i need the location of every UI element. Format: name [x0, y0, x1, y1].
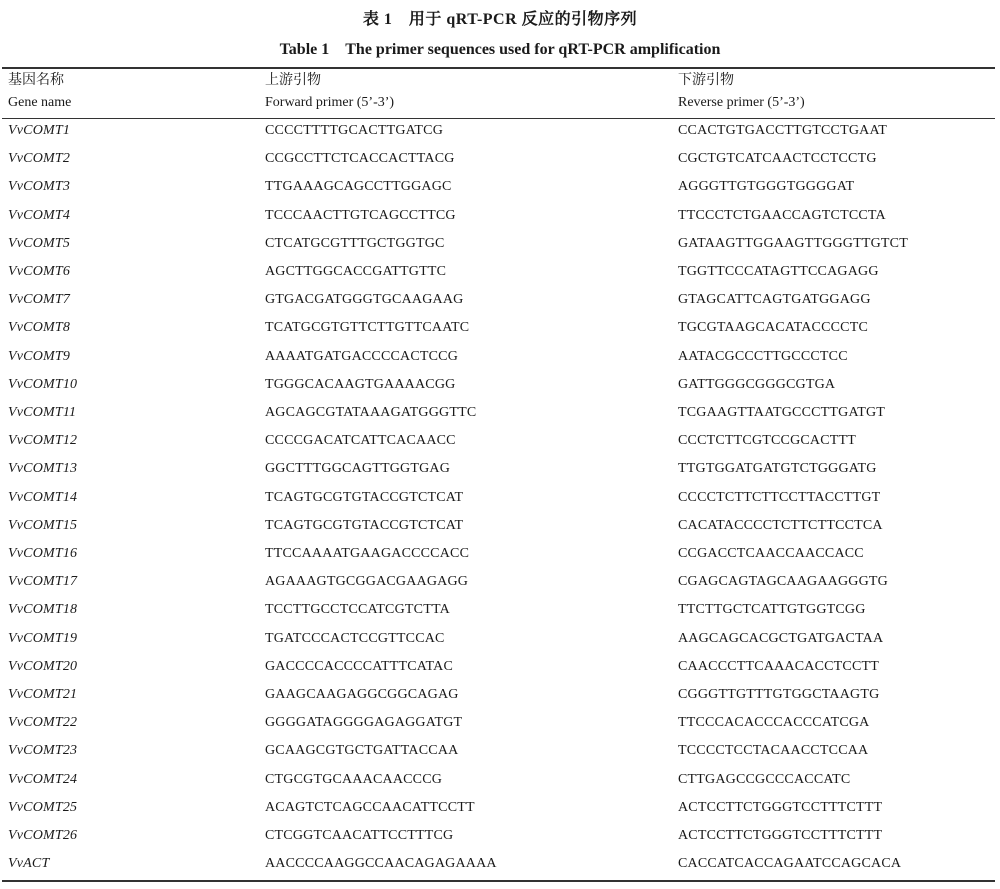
- gene-name-cell: VvCOMT25: [8, 799, 78, 815]
- reverse-primer-cell: CGCTGTCATCAACTCCTCCTG: [678, 151, 877, 167]
- table-row: [0, 315, 1000, 343]
- table-row: [0, 513, 1000, 541]
- header-reverse-primer-cn: 下游引物: [678, 73, 734, 88]
- reverse-primer-cell: GTAGCATTCAGTGATGGAGG: [678, 292, 871, 308]
- gene-name-cell: VvCOMT26: [8, 828, 78, 843]
- forward-primer-cell: TCCTTGCCTCCATCGTCTTA: [265, 602, 450, 618]
- table-row: [0, 597, 1000, 625]
- table-row: [0, 174, 1000, 202]
- reverse-primer-cell: CCCCTCTTCTTCCTTACCTTGT: [678, 489, 881, 505]
- gene-name-cell: VvCOMT18: [8, 602, 78, 618]
- header-gene-name: [8, 70, 71, 114]
- forward-primer-cell: TGGGCACAAGTGAAAACGG: [265, 376, 456, 392]
- table-row: [0, 710, 1000, 738]
- gene-name-cell: VvCOMT17: [8, 574, 78, 590]
- gene-name-cell: VvCOMT4: [8, 207, 71, 223]
- reverse-primer-cell: TCCCCTCCTACAACCTCCAA: [678, 743, 869, 759]
- forward-primer-cell: TCATGCGTGTTCTTGTTCAATC: [265, 320, 470, 336]
- forward-primer-cell: GACCCCACCCCATTTCATAC: [265, 658, 454, 674]
- gene-name-cell: VvCOMT24: [8, 771, 78, 787]
- reverse-primer-cell: TTCTTGCTCATTGTGGTCGG: [678, 602, 866, 618]
- forward-primer-cell: CTCATGCGTTTGCTGGTGC: [265, 235, 445, 251]
- header-reverse-primer-en: Reverse primer (5’-3’): [678, 95, 805, 110]
- gene-name-cell: VvCOMT6: [8, 264, 71, 279]
- reverse-primer-cell: ACTCCTTCTGGGTCCTTTCTTT: [678, 828, 883, 843]
- header-forward-primer: [265, 70, 394, 114]
- table-row: [0, 231, 1000, 259]
- gene-name-cell: VvCOMT11: [8, 405, 77, 420]
- gene-name-cell: VvCOMT15: [8, 517, 78, 533]
- header-forward-primer-en: Forward primer (5’-3’): [265, 95, 395, 110]
- reverse-primer-cell: CCGACCTCAACCAACCACC: [678, 546, 864, 561]
- table-row: [0, 287, 1000, 315]
- reverse-primer-cell: AATACGCCCTTGCCCTCC: [678, 348, 848, 364]
- header-gene-name-cn: 基因名称: [8, 73, 64, 88]
- reverse-primer-cell: TTCCCACACCCACCCATCGA: [678, 715, 870, 731]
- gene-name-cell: VvCOMT13: [8, 461, 78, 477]
- forward-primer-cell: GTGACGATGGGTGCAAGAAG: [265, 292, 464, 308]
- table-row: [0, 400, 1000, 428]
- table-row: [0, 654, 1000, 682]
- table-row: [0, 795, 1000, 823]
- reverse-primer-cell: TTCCCTCTGAACCAGTCTCCTA: [678, 207, 886, 223]
- table-row: [0, 259, 1000, 287]
- gene-name-cell: VvCOMT16: [8, 546, 78, 561]
- reverse-primer-cell: CCACTGTGACCTTGTCCTGAAT: [678, 123, 887, 138]
- table-row: [0, 372, 1000, 400]
- table-row: [0, 203, 1000, 231]
- table-row: [0, 456, 1000, 484]
- gene-name-cell: VvCOMT8: [8, 320, 71, 336]
- reverse-primer-cell: CGAGCAGTAGCAAGAAGGGTG: [678, 574, 888, 590]
- gene-name-cell: VvCOMT2: [8, 151, 71, 167]
- forward-primer-cell: GAAGCAAGAGGCGGCAGAG: [265, 687, 459, 702]
- table-row: [0, 738, 1000, 766]
- header-reverse-primer: [678, 70, 805, 114]
- gene-name-cell: VvCOMT21: [8, 687, 78, 702]
- gene-name-cell: VvCOMT9: [8, 348, 71, 364]
- forward-primer-cell: AGCTTGGCACCGATTGTTC: [265, 264, 447, 279]
- table-row: [0, 428, 1000, 456]
- reverse-primer-cell: CTTGAGCCGCCCACCATC: [678, 771, 851, 787]
- forward-primer-cell: TCAGTGCGTGTACCGTCTCAT: [265, 517, 464, 533]
- reverse-primer-cell: TGGTTCCCATAGTTCCAGAGG: [678, 264, 879, 279]
- header-gene-name-en: Gene name: [8, 95, 72, 110]
- forward-primer-cell: TGATCCCACTCCGTTCCAC: [265, 630, 445, 646]
- table-bottom-rule: [2, 880, 995, 882]
- reverse-primer-cell: ACTCCTTCTGGGTCCTTTCTTT: [678, 799, 883, 815]
- reverse-primer-cell: AAGCAGCACGCTGATGACTAA: [678, 630, 884, 646]
- gene-name-cell: VvCOMT22: [8, 715, 78, 731]
- gene-name-cell: VvCOMT5: [8, 235, 71, 251]
- table-row: [0, 344, 1000, 372]
- gene-name-cell: VvCOMT10: [8, 376, 78, 392]
- gene-name-cell: VvCOMT7: [8, 292, 71, 308]
- table-row: [0, 851, 1000, 879]
- forward-primer-cell: CTCGGTCAACATTCCTTTCG: [265, 828, 454, 843]
- forward-primer-cell: GGGGATAGGGGAGAGGATGT: [265, 715, 463, 731]
- table-row: [0, 682, 1000, 710]
- reverse-primer-cell: GATAAGTTGGAAGTTGGGTTGTCT: [678, 235, 908, 251]
- reverse-primer-cell: TGCGTAAGCACATACCCCTC: [678, 320, 868, 336]
- table-top-rule: [2, 67, 995, 69]
- table-row: [0, 485, 1000, 513]
- gene-name-cell: VvCOMT23: [8, 743, 78, 759]
- table-row: [0, 767, 1000, 795]
- forward-primer-cell: GGCTTTGGCAGTTGGTGAG: [265, 461, 451, 477]
- reverse-primer-cell: GATTGGGCGGGCGTGA: [678, 376, 836, 392]
- table-title-chinese: 表 1 用于 qRT-PCR 反应的引物序列: [362, 11, 638, 28]
- gene-name-cell: VvCOMT19: [8, 630, 78, 646]
- reverse-primer-cell: CAACCCTTCAAACACCTCCTT: [678, 658, 879, 674]
- reverse-primer-cell: CGGGTTGTTTGTGGCTAAGTG: [678, 687, 880, 702]
- reverse-primer-cell: AGGGTTGTGGGTGGGGAT: [678, 179, 855, 195]
- gene-name-cell: VvCOMT12: [8, 433, 78, 449]
- forward-primer-cell: AACCCCAAGGCCAACAGAGAAAA: [265, 856, 497, 872]
- reverse-primer-cell: CACATACCCCTCTTCTTCCTCA: [678, 517, 883, 533]
- forward-primer-cell: AGAAAGTGCGGACGAAGAGG: [265, 574, 469, 590]
- table-row: [0, 569, 1000, 597]
- forward-primer-cell: AAAATGATGACCCCACTCCG: [265, 348, 459, 364]
- reverse-primer-cell: TCGAAGTTAATGCCCTTGATGT: [678, 405, 886, 420]
- forward-primer-cell: AGCAGCGTATAAAGATGGGTTC: [265, 405, 477, 420]
- forward-primer-cell: TTGAAAGCAGCCTTGGAGC: [265, 179, 452, 195]
- gene-name-cell: VvCOMT3: [8, 179, 71, 195]
- forward-primer-cell: CCCCTTTTGCACTTGATCG: [265, 123, 444, 138]
- forward-primer-cell: TCAGTGCGTGTACCGTCTCAT: [265, 489, 464, 505]
- forward-primer-cell: TTCCAAAATGAAGACCCCACC: [265, 546, 470, 561]
- header-forward-primer-cn: 上游引物: [265, 73, 321, 88]
- table-title-english: Table 1 The primer sequences used for qRT-PCR amplification: [279, 41, 721, 58]
- forward-primer-cell: CCCCGACATCATTCACAACC: [265, 433, 456, 449]
- table-row: [0, 118, 1000, 146]
- forward-primer-cell: CCGCCTTCTCACCACTTACG: [265, 151, 455, 167]
- forward-primer-cell: TCCCAACTTGTCAGCCTTCG: [265, 207, 456, 223]
- gene-name-cell: VvCOMT14: [8, 489, 78, 505]
- forward-primer-cell: GCAAGCGTGCTGATTACCAA: [265, 743, 459, 759]
- gene-name-cell: VvACT: [8, 856, 50, 872]
- gene-name-cell: VvCOMT1: [8, 123, 71, 138]
- table-row: [0, 146, 1000, 174]
- forward-primer-cell: ACAGTCTCAGCCAACATTCCTT: [265, 799, 475, 815]
- reverse-primer-cell: CCCTCTTCGTCCGCACTTT: [678, 433, 857, 449]
- forward-primer-cell: CTGCGTGCAAACAACCCG: [265, 771, 443, 787]
- table-row: [0, 626, 1000, 654]
- reverse-primer-cell: CACCATCACCAGAATCCAGCACA: [678, 856, 902, 872]
- gene-name-cell: VvCOMT20: [8, 658, 78, 674]
- table-row: [0, 541, 1000, 569]
- reverse-primer-cell: TTGTGGATGATGTCTGGGATG: [678, 461, 877, 477]
- table-row: [0, 823, 1000, 851]
